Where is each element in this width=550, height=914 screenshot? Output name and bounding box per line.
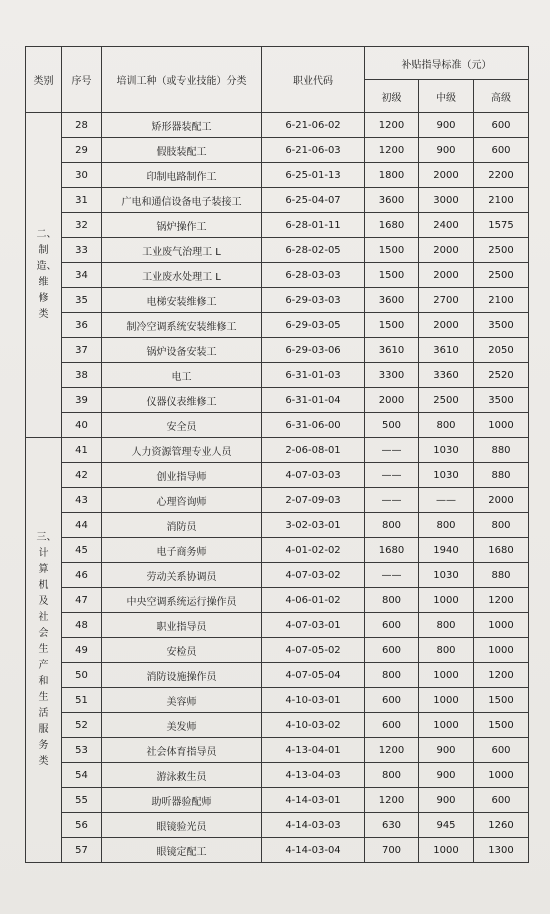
intermediate-subsidy-cell: 900 <box>419 788 474 813</box>
table-row <box>26 438 529 463</box>
trade-name-cell: 锅炉操作工 <box>102 213 262 238</box>
trade-name-cell: 安检员 <box>102 638 262 663</box>
table-header <box>26 47 529 113</box>
primary-subsidy-cell: 1200 <box>365 138 419 163</box>
trade-name-cell: 假肢装配工 <box>102 138 262 163</box>
intermediate-subsidy-cell: 1000 <box>419 688 474 713</box>
trade-name-cell: 职业指导员 <box>102 613 262 638</box>
primary-subsidy-cell: 800 <box>365 663 419 688</box>
seq-cell: 37 <box>62 338 102 363</box>
advanced-subsidy-cell: 1000 <box>474 763 529 788</box>
seq-cell: 44 <box>62 513 102 538</box>
primary-subsidy-cell: 600 <box>365 713 419 738</box>
trade-name-cell: 创业指导师 <box>102 463 262 488</box>
seq-cell: 49 <box>62 638 102 663</box>
primary-subsidy-cell: 600 <box>365 688 419 713</box>
intermediate-subsidy-cell: 3000 <box>419 188 474 213</box>
occupation-code-cell: 4-14-03-01 <box>262 788 365 813</box>
primary-subsidy-cell: 800 <box>365 588 419 613</box>
trade-name-cell: 劳动关系协调员 <box>102 563 262 588</box>
advanced-subsidy-cell: 1200 <box>474 663 529 688</box>
table-row <box>26 213 529 238</box>
table-row <box>26 138 529 163</box>
header-seq: 序号 <box>62 47 102 113</box>
occupation-code-cell: 4-06-01-02 <box>262 588 365 613</box>
table-row <box>26 513 529 538</box>
advanced-subsidy-cell: 1200 <box>474 588 529 613</box>
table-row <box>26 113 529 138</box>
seq-cell: 36 <box>62 313 102 338</box>
primary-subsidy-cell: 3610 <box>365 338 419 363</box>
primary-subsidy-cell: 3300 <box>365 363 419 388</box>
advanced-subsidy-cell: 1000 <box>474 413 529 438</box>
category-cell <box>26 438 62 863</box>
table-row <box>26 313 529 338</box>
seq-cell: 43 <box>62 488 102 513</box>
trade-name-cell: 心理咨询师 <box>102 488 262 513</box>
intermediate-subsidy-cell: 1940 <box>419 538 474 563</box>
advanced-subsidy-cell: 800 <box>474 513 529 538</box>
primary-subsidy-cell: 1200 <box>365 113 419 138</box>
intermediate-subsidy-cell: 3610 <box>419 338 474 363</box>
trade-name-cell: 眼镜定配工 <box>102 838 262 863</box>
advanced-subsidy-cell: 600 <box>474 113 529 138</box>
intermediate-subsidy-cell: 1000 <box>419 588 474 613</box>
intermediate-subsidy-cell: 800 <box>419 613 474 638</box>
primary-subsidy-cell: 700 <box>365 838 419 863</box>
seq-cell: 51 <box>62 688 102 713</box>
advanced-subsidy-cell: 1500 <box>474 713 529 738</box>
trade-name-cell: 锅炉设备安装工 <box>102 338 262 363</box>
primary-subsidy-cell: 1200 <box>365 738 419 763</box>
advanced-subsidy-cell: 880 <box>474 563 529 588</box>
advanced-subsidy-cell: 1000 <box>474 613 529 638</box>
occupation-code-cell: 4-07-03-03 <box>262 463 365 488</box>
table-row <box>26 538 529 563</box>
intermediate-subsidy-cell: 2000 <box>419 313 474 338</box>
table-row <box>26 363 529 388</box>
occupation-code-cell: 4-01-02-02 <box>262 538 365 563</box>
seq-cell: 39 <box>62 388 102 413</box>
occupation-code-cell: 4-14-03-03 <box>262 813 365 838</box>
subsidy-standard-table <box>25 46 529 863</box>
intermediate-subsidy-cell: 1000 <box>419 713 474 738</box>
primary-subsidy-cell: 1200 <box>365 788 419 813</box>
seq-cell: 54 <box>62 763 102 788</box>
header-trade: 培训工种（或专业技能）分类 <box>102 47 262 113</box>
occupation-code-cell: 2-07-09-03 <box>262 488 365 513</box>
table-row <box>26 338 529 363</box>
intermediate-subsidy-cell: 900 <box>419 738 474 763</box>
occupation-code-cell: 2-06-08-01 <box>262 438 365 463</box>
seq-cell: 42 <box>62 463 102 488</box>
seq-cell: 45 <box>62 538 102 563</box>
table-row <box>26 288 529 313</box>
occupation-code-cell: 4-10-03-02 <box>262 713 365 738</box>
seq-cell: 29 <box>62 138 102 163</box>
occupation-code-cell: 6-28-02-05 <box>262 238 365 263</box>
advanced-subsidy-cell: 880 <box>474 438 529 463</box>
seq-cell: 55 <box>62 788 102 813</box>
trade-name-cell: 社会体育指导员 <box>102 738 262 763</box>
advanced-subsidy-cell: 1260 <box>474 813 529 838</box>
intermediate-subsidy-cell: 2500 <box>419 388 474 413</box>
trade-name-cell: 消防员 <box>102 513 262 538</box>
category-label: 三、计算机及社会生产和生活服务类 <box>36 532 57 767</box>
primary-subsidy-cell: —— <box>365 563 419 588</box>
intermediate-subsidy-cell: 2000 <box>419 238 474 263</box>
advanced-subsidy-cell: 2050 <box>474 338 529 363</box>
advanced-subsidy-cell: 2200 <box>474 163 529 188</box>
advanced-subsidy-cell: 2100 <box>474 188 529 213</box>
intermediate-subsidy-cell: 2700 <box>419 288 474 313</box>
table-row <box>26 813 529 838</box>
seq-cell: 56 <box>62 813 102 838</box>
table-row <box>26 563 529 588</box>
advanced-subsidy-cell: 3500 <box>474 388 529 413</box>
occupation-code-cell: 4-14-03-04 <box>262 838 365 863</box>
seq-cell: 52 <box>62 713 102 738</box>
seq-cell: 34 <box>62 263 102 288</box>
table-row <box>26 638 529 663</box>
seq-cell: 46 <box>62 563 102 588</box>
occupation-code-cell: 6-21-06-02 <box>262 113 365 138</box>
occupation-code-cell: 4-13-04-03 <box>262 763 365 788</box>
primary-subsidy-cell: 3600 <box>365 288 419 313</box>
trade-name-cell: 电梯安装维修工 <box>102 288 262 313</box>
occupation-code-cell: 6-31-01-03 <box>262 363 365 388</box>
advanced-subsidy-cell: 880 <box>474 463 529 488</box>
occupation-code-cell: 6-21-06-03 <box>262 138 365 163</box>
primary-subsidy-cell: 1680 <box>365 538 419 563</box>
intermediate-subsidy-cell: 800 <box>419 513 474 538</box>
intermediate-subsidy-cell: 900 <box>419 113 474 138</box>
table-row <box>26 463 529 488</box>
trade-name-cell: 印制电路制作工 <box>102 163 262 188</box>
trade-name-cell: 电子商务师 <box>102 538 262 563</box>
occupation-code-cell: 4-07-03-02 <box>262 563 365 588</box>
seq-cell: 50 <box>62 663 102 688</box>
advanced-subsidy-cell: 3500 <box>474 313 529 338</box>
trade-name-cell: 安全员 <box>102 413 262 438</box>
trade-name-cell: 助听器验配师 <box>102 788 262 813</box>
table-row <box>26 238 529 263</box>
seq-cell: 33 <box>62 238 102 263</box>
table-row <box>26 263 529 288</box>
primary-subsidy-cell: 800 <box>365 513 419 538</box>
table-row <box>26 788 529 813</box>
intermediate-subsidy-cell: 1030 <box>419 438 474 463</box>
primary-subsidy-cell: —— <box>365 438 419 463</box>
intermediate-subsidy-cell: 900 <box>419 138 474 163</box>
trade-name-cell: 仪器仪表维修工 <box>102 388 262 413</box>
occupation-code-cell: 6-29-03-06 <box>262 338 365 363</box>
primary-subsidy-cell: 1500 <box>365 313 419 338</box>
header-subsidy-group: 补贴指导标准（元） <box>365 47 529 80</box>
intermediate-subsidy-cell: 900 <box>419 763 474 788</box>
seq-cell: 48 <box>62 613 102 638</box>
table-row <box>26 488 529 513</box>
primary-subsidy-cell: 1680 <box>365 213 419 238</box>
occupation-code-cell: 6-25-01-13 <box>262 163 365 188</box>
category-label: 二、制造、维修类 <box>36 229 57 320</box>
occupation-code-cell: 6-29-03-03 <box>262 288 365 313</box>
primary-subsidy-cell: 2000 <box>365 388 419 413</box>
primary-subsidy-cell: 630 <box>365 813 419 838</box>
advanced-subsidy-cell: 2500 <box>474 263 529 288</box>
primary-subsidy-cell: 600 <box>365 613 419 638</box>
occupation-code-cell: 6-28-03-03 <box>262 263 365 288</box>
advanced-subsidy-cell: 1300 <box>474 838 529 863</box>
trade-name-cell: 电工 <box>102 363 262 388</box>
occupation-code-cell: 4-07-05-04 <box>262 663 365 688</box>
seq-cell: 53 <box>62 738 102 763</box>
intermediate-subsidy-cell: 800 <box>419 413 474 438</box>
trade-name-cell: 人力资源管理专业人员 <box>102 438 262 463</box>
occupation-code-cell: 6-31-06-00 <box>262 413 365 438</box>
seq-cell: 28 <box>62 113 102 138</box>
header-code: 职业代码 <box>262 47 365 113</box>
seq-cell: 40 <box>62 413 102 438</box>
primary-subsidy-cell: —— <box>365 463 419 488</box>
advanced-subsidy-cell: 1500 <box>474 688 529 713</box>
trade-name-cell: 美容师 <box>102 688 262 713</box>
advanced-subsidy-cell: 1000 <box>474 638 529 663</box>
primary-subsidy-cell: 600 <box>365 638 419 663</box>
primary-subsidy-cell: 800 <box>365 763 419 788</box>
trade-name-cell: 广电和通信设备电子装接工 <box>102 188 262 213</box>
header-level-intermediate: 中级 <box>419 80 474 113</box>
seq-cell: 41 <box>62 438 102 463</box>
seq-cell: 31 <box>62 188 102 213</box>
table-row <box>26 763 529 788</box>
seq-cell: 47 <box>62 588 102 613</box>
trade-name-cell: 眼镜验光员 <box>102 813 262 838</box>
occupation-code-cell: 4-07-05-02 <box>262 638 365 663</box>
primary-subsidy-cell: —— <box>365 488 419 513</box>
table-row <box>26 613 529 638</box>
occupation-code-cell: 6-29-03-05 <box>262 313 365 338</box>
occupation-code-cell: 6-28-01-11 <box>262 213 365 238</box>
advanced-subsidy-cell: 2000 <box>474 488 529 513</box>
occupation-code-cell: 6-31-01-04 <box>262 388 365 413</box>
occupation-code-cell: 4-10-03-01 <box>262 688 365 713</box>
seq-cell: 57 <box>62 838 102 863</box>
trade-name-cell: 消防设施操作员 <box>102 663 262 688</box>
table-row <box>26 688 529 713</box>
trade-name-cell: 美发师 <box>102 713 262 738</box>
primary-subsidy-cell: 1800 <box>365 163 419 188</box>
table-row <box>26 413 529 438</box>
intermediate-subsidy-cell: 1030 <box>419 463 474 488</box>
trade-name-cell: 游泳救生员 <box>102 763 262 788</box>
table-row <box>26 738 529 763</box>
advanced-subsidy-cell: 600 <box>474 738 529 763</box>
intermediate-subsidy-cell: 2000 <box>419 263 474 288</box>
trade-name-cell: 矫形器装配工 <box>102 113 262 138</box>
trade-name-cell: 制冷空调系统安装维修工 <box>102 313 262 338</box>
seq-cell: 38 <box>62 363 102 388</box>
intermediate-subsidy-cell: 945 <box>419 813 474 838</box>
advanced-subsidy-cell: 1680 <box>474 538 529 563</box>
intermediate-subsidy-cell: 800 <box>419 638 474 663</box>
trade-name-cell: 工业废水处理工 L <box>102 263 262 288</box>
occupation-code-cell: 6-25-04-07 <box>262 188 365 213</box>
occupation-code-cell: 4-13-04-01 <box>262 738 365 763</box>
seq-cell: 32 <box>62 213 102 238</box>
occupation-code-cell: 3-02-03-01 <box>262 513 365 538</box>
advanced-subsidy-cell: 1575 <box>474 213 529 238</box>
advanced-subsidy-cell: 2500 <box>474 238 529 263</box>
table-row <box>26 588 529 613</box>
advanced-subsidy-cell: 600 <box>474 788 529 813</box>
occupation-code-cell: 4-07-03-01 <box>262 613 365 638</box>
intermediate-subsidy-cell: 2000 <box>419 163 474 188</box>
primary-subsidy-cell: 500 <box>365 413 419 438</box>
intermediate-subsidy-cell: 1000 <box>419 838 474 863</box>
header-level-advanced: 高级 <box>474 80 529 113</box>
intermediate-subsidy-cell: 1000 <box>419 663 474 688</box>
table-row <box>26 188 529 213</box>
intermediate-subsidy-cell: 2400 <box>419 213 474 238</box>
header-category: 类别 <box>26 47 62 113</box>
trade-name-cell: 工业废气治理工 L <box>102 238 262 263</box>
intermediate-subsidy-cell: 1030 <box>419 563 474 588</box>
advanced-subsidy-cell: 2100 <box>474 288 529 313</box>
category-cell <box>26 113 62 438</box>
table-row <box>26 663 529 688</box>
primary-subsidy-cell: 1500 <box>365 238 419 263</box>
header-level-primary: 初级 <box>365 80 419 113</box>
advanced-subsidy-cell: 2520 <box>474 363 529 388</box>
seq-cell: 35 <box>62 288 102 313</box>
primary-subsidy-cell: 3600 <box>365 188 419 213</box>
trade-name-cell: 中央空调系统运行操作员 <box>102 588 262 613</box>
table-body <box>26 113 529 863</box>
primary-subsidy-cell: 1500 <box>365 263 419 288</box>
table-row <box>26 163 529 188</box>
seq-cell: 30 <box>62 163 102 188</box>
table-row <box>26 713 529 738</box>
intermediate-subsidy-cell: —— <box>419 488 474 513</box>
advanced-subsidy-cell: 600 <box>474 138 529 163</box>
table-row <box>26 838 529 863</box>
table-row <box>26 388 529 413</box>
intermediate-subsidy-cell: 3360 <box>419 363 474 388</box>
